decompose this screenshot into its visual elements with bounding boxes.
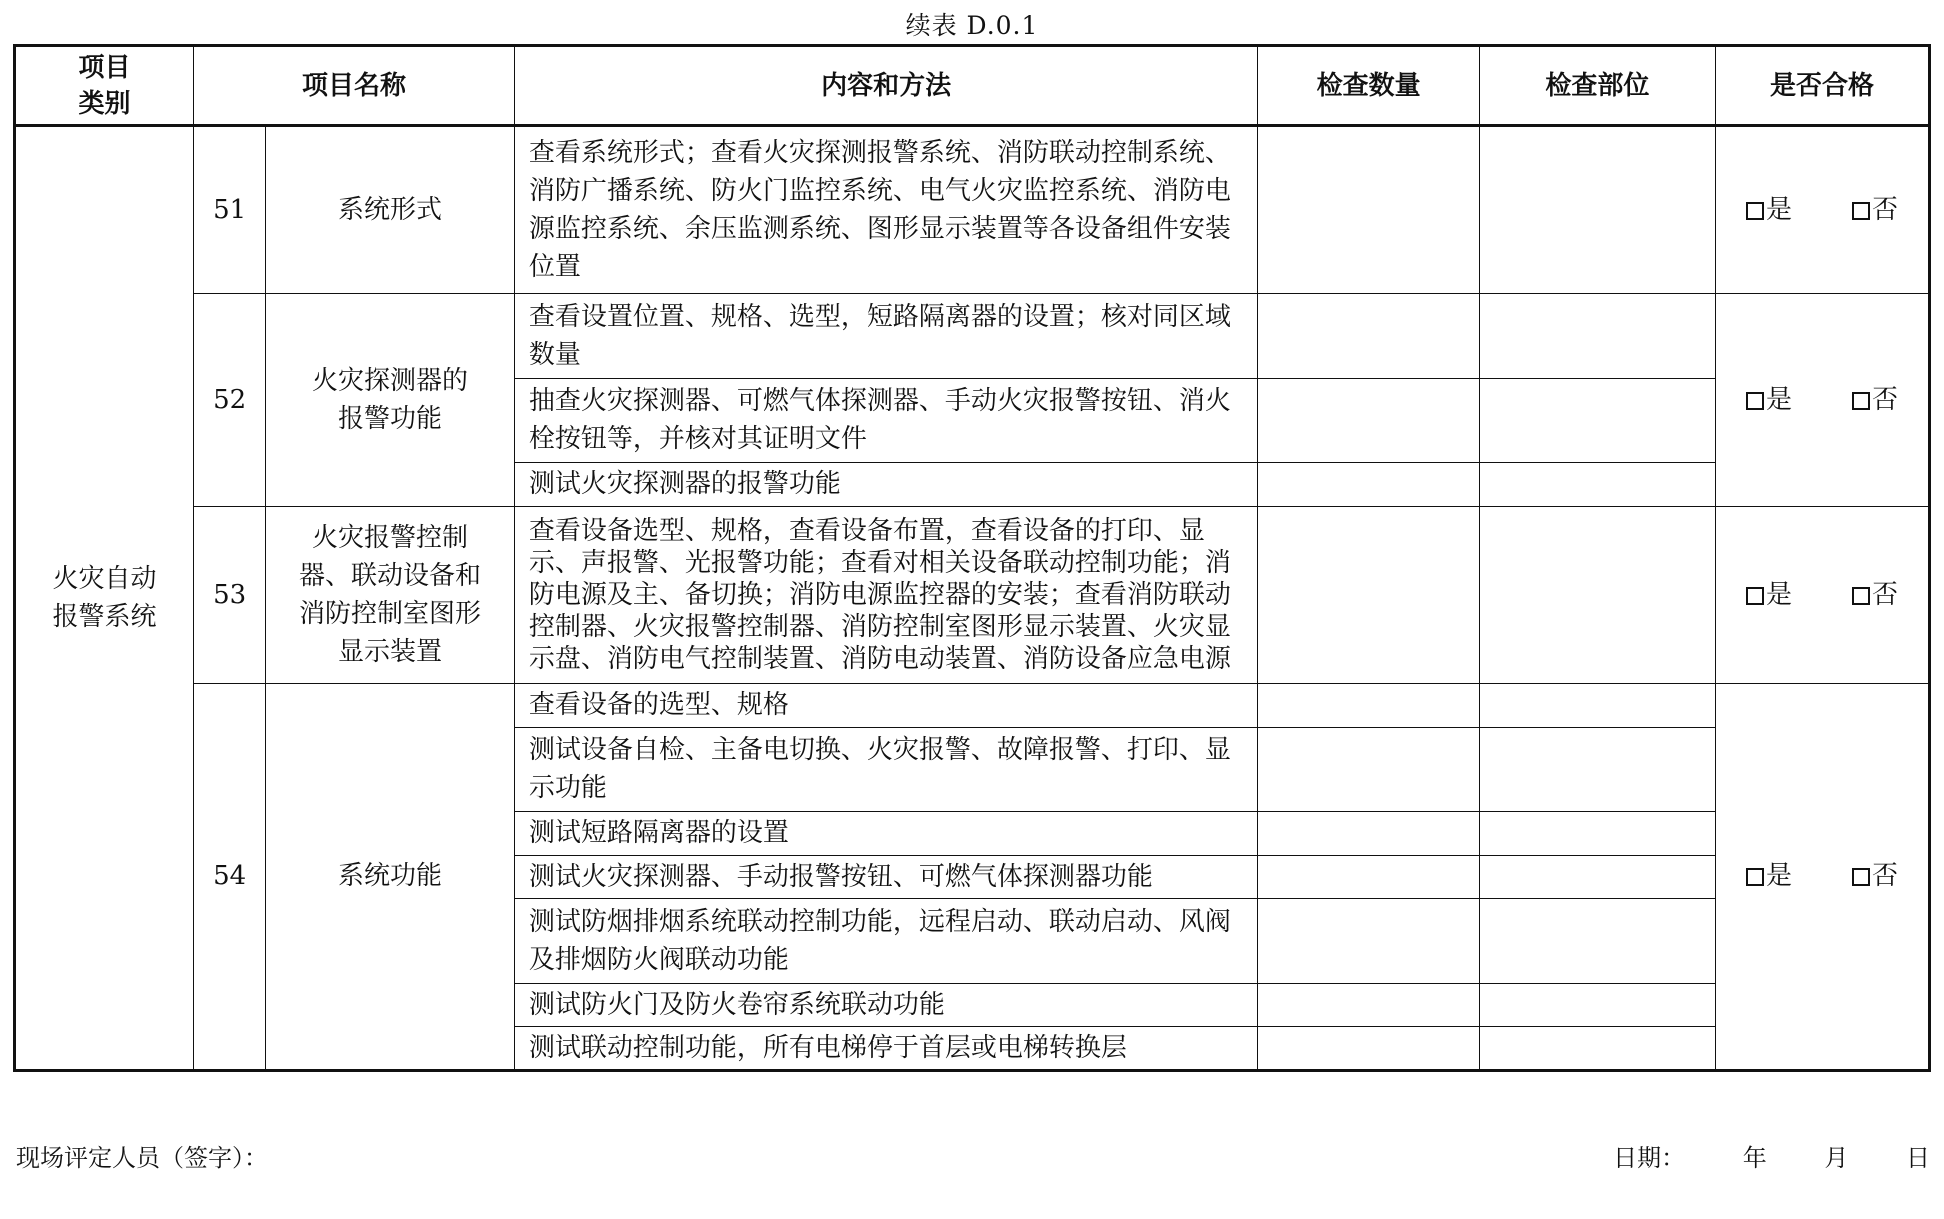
qualified-cell bbox=[1716, 126, 1930, 294]
no-option[interactable]: 否 bbox=[1852, 191, 1898, 229]
content-cell: 测试防火门及防火卷帘系统联动功能 bbox=[514, 983, 1258, 1027]
checkbox-icon[interactable] bbox=[1746, 392, 1764, 410]
check-quantity-cell[interactable] bbox=[1258, 506, 1479, 683]
check-location-cell[interactable] bbox=[1479, 294, 1715, 378]
check-location-cell[interactable] bbox=[1479, 899, 1715, 983]
check-quantity-cell[interactable] bbox=[1258, 294, 1479, 378]
table-title: 续表 D.0.1 bbox=[905, 11, 1039, 40]
check-quantity-cell[interactable] bbox=[1258, 727, 1479, 811]
qualified-cell bbox=[1716, 683, 1930, 1070]
item-number: 54 bbox=[194, 683, 266, 1070]
check-location-cell[interactable] bbox=[1479, 462, 1715, 506]
yes-option[interactable]: 是 bbox=[1746, 381, 1792, 419]
check-location-cell[interactable] bbox=[1479, 855, 1715, 899]
check-location-cell[interactable] bbox=[1479, 727, 1715, 811]
checkbox-icon[interactable] bbox=[1852, 392, 1870, 410]
content-cell: 测试防烟排烟系统联动控制功能，远程启动、联动启动、风阀及排烟防火阀联动功能 bbox=[514, 899, 1258, 983]
check-location-cell[interactable] bbox=[1479, 506, 1715, 683]
assessor-signature-label: 现场评定人员（签字）： bbox=[16, 1144, 268, 1172]
check-quantity-cell[interactable] bbox=[1258, 1027, 1479, 1071]
inspection-table bbox=[13, 44, 1931, 1072]
content-cell: 查看设备的选型、规格 bbox=[514, 683, 1258, 727]
item-number: 52 bbox=[194, 294, 266, 506]
check-location-cell[interactable] bbox=[1479, 683, 1715, 727]
table-row bbox=[15, 126, 1930, 294]
no-option[interactable]: 否 bbox=[1852, 381, 1898, 419]
check-quantity-cell[interactable] bbox=[1258, 855, 1479, 899]
check-location-cell[interactable] bbox=[1479, 378, 1715, 462]
header-category: 项目 类别 bbox=[15, 46, 194, 126]
item-name: 火灾探测器的 报警功能 bbox=[266, 294, 515, 506]
checkbox-icon[interactable] bbox=[1852, 202, 1870, 220]
header-content-method: 内容和方法 bbox=[514, 46, 1258, 126]
date-label: 日期： bbox=[1613, 1144, 1686, 1172]
qualified-cell bbox=[1716, 294, 1930, 506]
content-cell: 查看设备选型、规格，查看设备布置，查看设备的打印、显示、声报警、光报警功能；查看对相关设备联动控制功能；消防电源及主、备切换；消防电源监控器的安装；查看消防联动控制器、火灾报警控制器、消防控制室图形显示装置、火灾显示盘、消防电气控制装置、消防电动装置、消防设备应急电源 bbox=[514, 506, 1258, 683]
check-quantity-cell[interactable] bbox=[1258, 983, 1479, 1027]
no-option[interactable]: 否 bbox=[1852, 576, 1898, 614]
no-option[interactable]: 否 bbox=[1852, 857, 1898, 895]
checkbox-icon[interactable] bbox=[1746, 202, 1764, 220]
qualified-cell bbox=[1716, 506, 1930, 683]
yes-option[interactable]: 是 bbox=[1746, 576, 1792, 614]
checkbox-icon[interactable] bbox=[1746, 868, 1764, 886]
check-location-cell[interactable] bbox=[1479, 811, 1715, 855]
item-name: 系统形式 bbox=[266, 126, 515, 294]
checkbox-icon[interactable] bbox=[1746, 587, 1764, 605]
date-field bbox=[1613, 1138, 1930, 1173]
check-quantity-cell[interactable] bbox=[1258, 683, 1479, 727]
check-location-cell[interactable] bbox=[1479, 126, 1715, 294]
content-cell: 测试设备自检、主备电切换、火灾报警、故障报警、打印、显示功能 bbox=[514, 727, 1258, 811]
checkbox-icon[interactable] bbox=[1852, 868, 1870, 886]
yes-option[interactable]: 是 bbox=[1746, 857, 1792, 895]
yes-option[interactable]: 是 bbox=[1746, 191, 1792, 229]
content-cell: 测试火灾探测器的报警功能 bbox=[514, 462, 1258, 506]
content-cell: 查看设置位置、规格、选型，短路隔离器的设置；核对同区域数量 bbox=[514, 294, 1258, 378]
check-quantity-cell[interactable] bbox=[1258, 126, 1479, 294]
table-row bbox=[15, 683, 1930, 727]
item-name: 系统功能 bbox=[266, 683, 515, 1070]
item-number: 51 bbox=[194, 126, 266, 294]
header-check-location: 检查部位 bbox=[1479, 46, 1715, 126]
table-row bbox=[15, 506, 1930, 683]
item-number: 53 bbox=[194, 506, 266, 683]
table-row bbox=[15, 294, 1930, 378]
header-check-quantity: 检查数量 bbox=[1258, 46, 1479, 126]
date-day: 日 bbox=[1906, 1144, 1930, 1172]
check-quantity-cell[interactable] bbox=[1258, 811, 1479, 855]
check-location-cell[interactable] bbox=[1479, 983, 1715, 1027]
date-year: 年 bbox=[1742, 1144, 1767, 1172]
check-location-cell[interactable] bbox=[1479, 1027, 1715, 1071]
content-cell: 抽查火灾探测器、可燃气体探测器、手动火灾报警按钮、消火栓按钮等，并核对其证明文件 bbox=[514, 378, 1258, 462]
content-cell: 查看系统形式；查看火灾探测报警系统、消防联动控制系统、消防广播系统、防火门监控系统、电气火灾监控系统、消防电源监控系统、余压监测系统、图形显示装置等各设备组件安装位置 bbox=[514, 126, 1258, 294]
date-month: 月 bbox=[1824, 1144, 1849, 1172]
check-quantity-cell[interactable] bbox=[1258, 899, 1479, 983]
content-cell: 测试火灾探测器、手动报警按钮、可燃气体探测器功能 bbox=[514, 855, 1258, 899]
check-quantity-cell[interactable] bbox=[1258, 462, 1479, 506]
header-item-name: 项目名称 bbox=[194, 46, 515, 126]
content-cell: 测试短路隔离器的设置 bbox=[514, 811, 1258, 855]
checkbox-icon[interactable] bbox=[1852, 587, 1870, 605]
category-cell: 火灾自动 报警系统 bbox=[15, 126, 194, 1071]
content-cell: 测试联动控制功能，所有电梯停于首层或电梯转换层 bbox=[514, 1027, 1258, 1071]
check-quantity-cell[interactable] bbox=[1258, 378, 1479, 462]
header-row bbox=[15, 46, 1930, 126]
item-name: 火灾报警控制 器、联动设备和 消防控制室图形 显示装置 bbox=[266, 506, 515, 683]
header-qualified: 是否合格 bbox=[1716, 46, 1930, 126]
